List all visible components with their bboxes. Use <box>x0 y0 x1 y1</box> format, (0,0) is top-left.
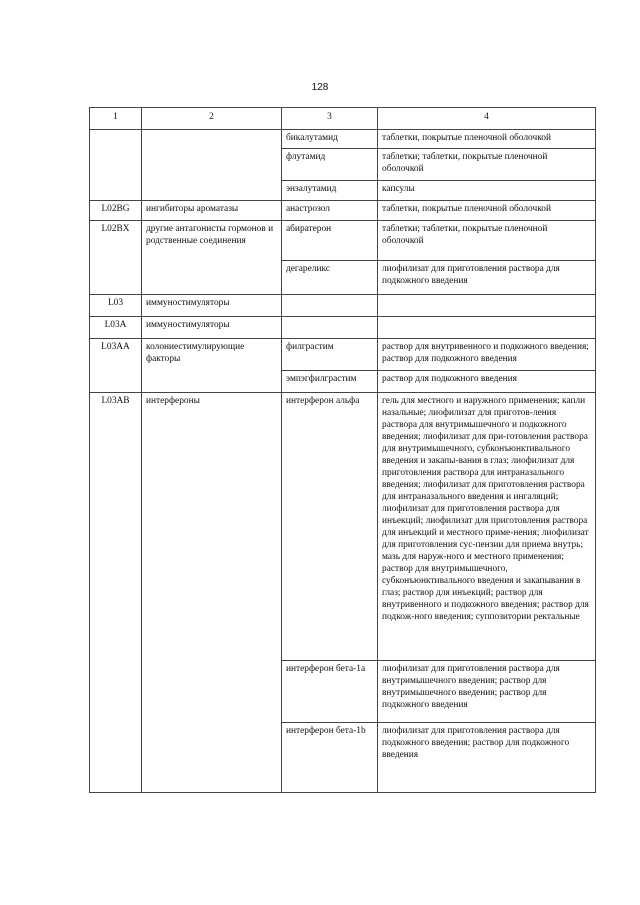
code-cell: L02BX <box>90 221 142 295</box>
form-cell: лиофилизат для приготовления раствора для подкожного введения; раствор для подкожного введения <box>378 723 596 793</box>
code-cell: L02BG <box>90 201 142 221</box>
form-cell <box>378 317 596 339</box>
table-header-row <box>90 108 596 130</box>
substance-cell <box>282 295 378 317</box>
substance-cell: энзалутамид <box>282 181 378 201</box>
page-number: 128 <box>311 82 329 93</box>
code-cell: L03A <box>90 317 142 339</box>
substance-cell: интерферон альфа <box>282 393 378 661</box>
substance-cell: анастрозол <box>282 201 378 221</box>
group-cell: колониестимулирующие факторы <box>142 339 282 393</box>
header-cell: 4 <box>378 108 596 130</box>
form-cell: раствор для подкожного введения <box>378 371 596 393</box>
drug-table <box>89 107 596 793</box>
substance-cell: флутамид <box>282 149 378 181</box>
table-row <box>90 221 596 261</box>
form-cell: лиофилизат для приготовления раствора для подкожного введения <box>378 261 596 295</box>
form-cell: таблетки; таблетки, покрытые пленочной оболочкой <box>378 221 596 261</box>
substance-cell: абиратерон <box>282 221 378 261</box>
table-row <box>90 201 596 221</box>
substance-cell: дегареликс <box>282 261 378 295</box>
group-cell: ингибиторы ароматазы <box>142 201 282 221</box>
substance-cell: филграстим <box>282 339 378 371</box>
group-cell <box>142 130 282 201</box>
form-cell: капсулы <box>378 181 596 201</box>
group-cell: иммуностимуляторы <box>142 317 282 339</box>
header-cell: 2 <box>142 108 282 130</box>
substance-cell: интерферон бета-1a <box>282 661 378 723</box>
table-row <box>90 317 596 339</box>
form-cell: лиофилизат для приготовления раствора для внутримышечного введения; раствор для внутримышечного введения; раствор для подкожного введения <box>378 661 596 723</box>
code-cell: L03AA <box>90 339 142 393</box>
code-cell: L03 <box>90 295 142 317</box>
substance-cell: эмпэгфилграстим <box>282 371 378 393</box>
header-cell: 3 <box>282 108 378 130</box>
group-cell: другие антагонисты гормонов и родственные соединения <box>142 221 282 295</box>
table-row <box>90 295 596 317</box>
form-cell: раствор для внутривенного и подкожного введения; раствор для подкожного введения <box>378 339 596 371</box>
form-cell <box>378 295 596 317</box>
group-cell: интерфероны <box>142 393 282 793</box>
substance-cell: бикалутамид <box>282 130 378 149</box>
table-row <box>90 130 596 149</box>
form-cell: гель для местного и наружного применения; капли назальные; лиофилизат для приготов-ления раствора для внутримышечного и подкожного введения; лиофилизат для при-готовления раствора для внутримышечного, субконъюнктивального введения и закапы-вания в глаз; лиофилизат для приготовления раствора для интраназального введения; лиофилизат для приготовления раствора для интраназального введения и ингаляций; лиофилизат для приготовления раствора для инъекций; лиофилизат для приготовления раствора для инъекций и местного приме-нения; лиофилизат для приготовления сус-пензии для приема внутрь; мазь для наруж-ного и местного применения; раствор для внутримышечного, субконъюнктивального введения и закапывания в глаз; раствор для инъекций; раствор для внутривенного и подкожного введения; раствор для подкож-ного введения; суппозитории ректальные <box>378 393 596 661</box>
form-cell: таблетки, покрытые пленочной оболочкой <box>378 130 596 149</box>
group-cell: иммуностимуляторы <box>142 295 282 317</box>
form-cell: таблетки; таблетки, покрытые пленочной оболочкой <box>378 149 596 181</box>
code-cell <box>90 130 142 201</box>
form-cell: таблетки, покрытые пленочной оболочкой <box>378 201 596 221</box>
substance-cell <box>282 317 378 339</box>
substance-cell: интерферон бета-1b <box>282 723 378 793</box>
code-cell: L03AB <box>90 393 142 793</box>
header-cell: 1 <box>90 108 142 130</box>
table-row <box>90 339 596 371</box>
table-row <box>90 393 596 661</box>
